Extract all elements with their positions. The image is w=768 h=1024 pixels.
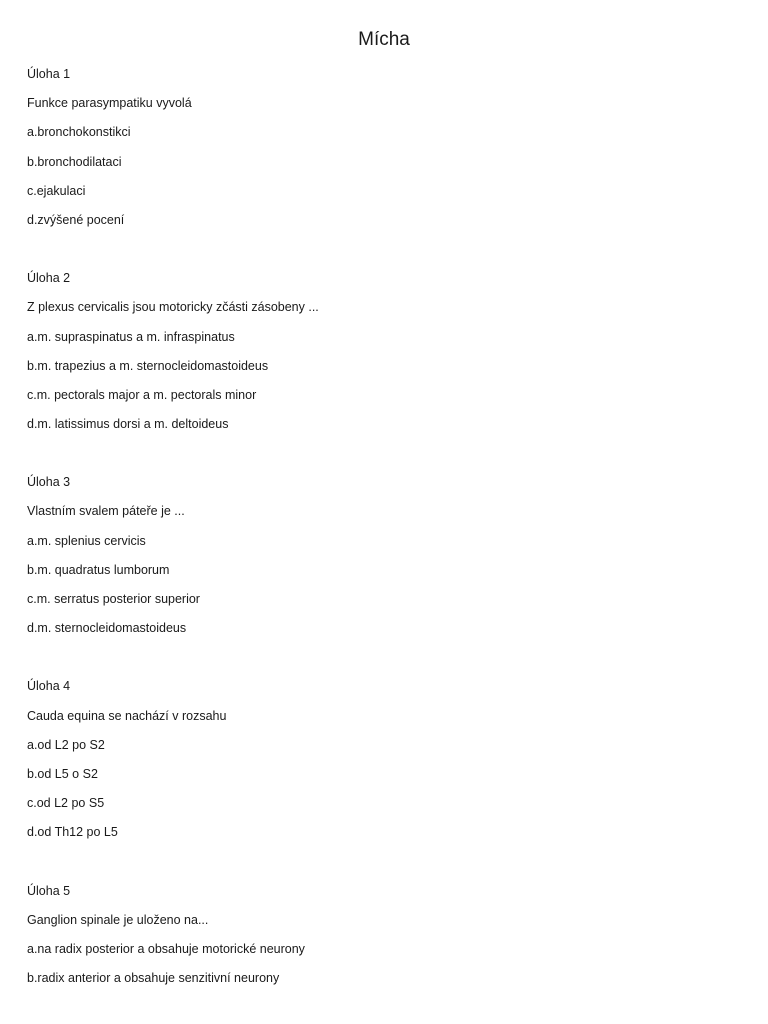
answer-option-b: b.radix anterior a obsahuje senzitivní neurony <box>27 971 280 986</box>
answer-option-a: a.na radix posterior a obsahuje motorické neurony <box>27 941 305 956</box>
answer-option-c: c.m. serratus posterior superior <box>27 592 200 606</box>
answer-option-a: a.od L2 po S2 <box>27 737 105 752</box>
question-prompt: Vlastním svalem páteře je ... <box>27 504 185 519</box>
question-prompt: Ganglion spinale je uloženo na... <box>27 912 209 927</box>
answer-option-d: d.od Th12 po L5 <box>27 825 118 840</box>
question-heading: Úloha 5 <box>27 883 71 898</box>
answer-option-b: b.m. trapezius a m. sternocleidomastoideus <box>27 358 269 373</box>
question-heading: Úloha 1 <box>27 67 71 81</box>
question-5 <box>27 877 747 994</box>
answer-option-d: d.m. latissimus dorsi a m. deltoideus <box>27 417 229 432</box>
question-heading: Úloha 2 <box>27 271 71 286</box>
question-prompt: Z plexus cervicalis jsou motoricky zčásti zásobeny ... <box>27 300 319 315</box>
question-4 <box>27 672 747 847</box>
question-1 <box>27 60 747 235</box>
question-prompt: Funkce parasympatiku vyvolá <box>27 96 192 111</box>
answer-option-b: b.od L5 o S2 <box>27 766 98 781</box>
answer-option-c: c.ejakulaci <box>27 183 86 198</box>
answer-option-d: d.zvýšené pocení <box>27 212 125 227</box>
answer-option-c: c.od L2 po S5 <box>27 796 105 811</box>
answer-option-b: b.bronchodilataci <box>27 154 122 169</box>
question-3 <box>27 468 747 643</box>
question-prompt: Cauda equina se nachází v rozsahu <box>27 708 227 723</box>
document-body <box>27 60 747 1022</box>
answer-option-a: a.m. supraspinatus a m. infraspinatus <box>27 329 235 344</box>
question-heading: Úloha 3 <box>27 475 71 490</box>
question-heading: Úloha 4 <box>27 679 71 694</box>
answer-option-b: b.m. quadratus lumborum <box>27 562 170 577</box>
answer-option-a: a.bronchokonstikci <box>27 125 131 140</box>
document-title: Mícha <box>358 29 410 50</box>
answer-option-c: c.m. pectorals major a m. pectorals minor <box>27 387 257 402</box>
answer-option-a: a.m. splenius cervicis <box>27 533 146 548</box>
answer-option-d: d.m. sternocleidomastoideus <box>27 621 187 636</box>
question-2 <box>27 264 747 439</box>
